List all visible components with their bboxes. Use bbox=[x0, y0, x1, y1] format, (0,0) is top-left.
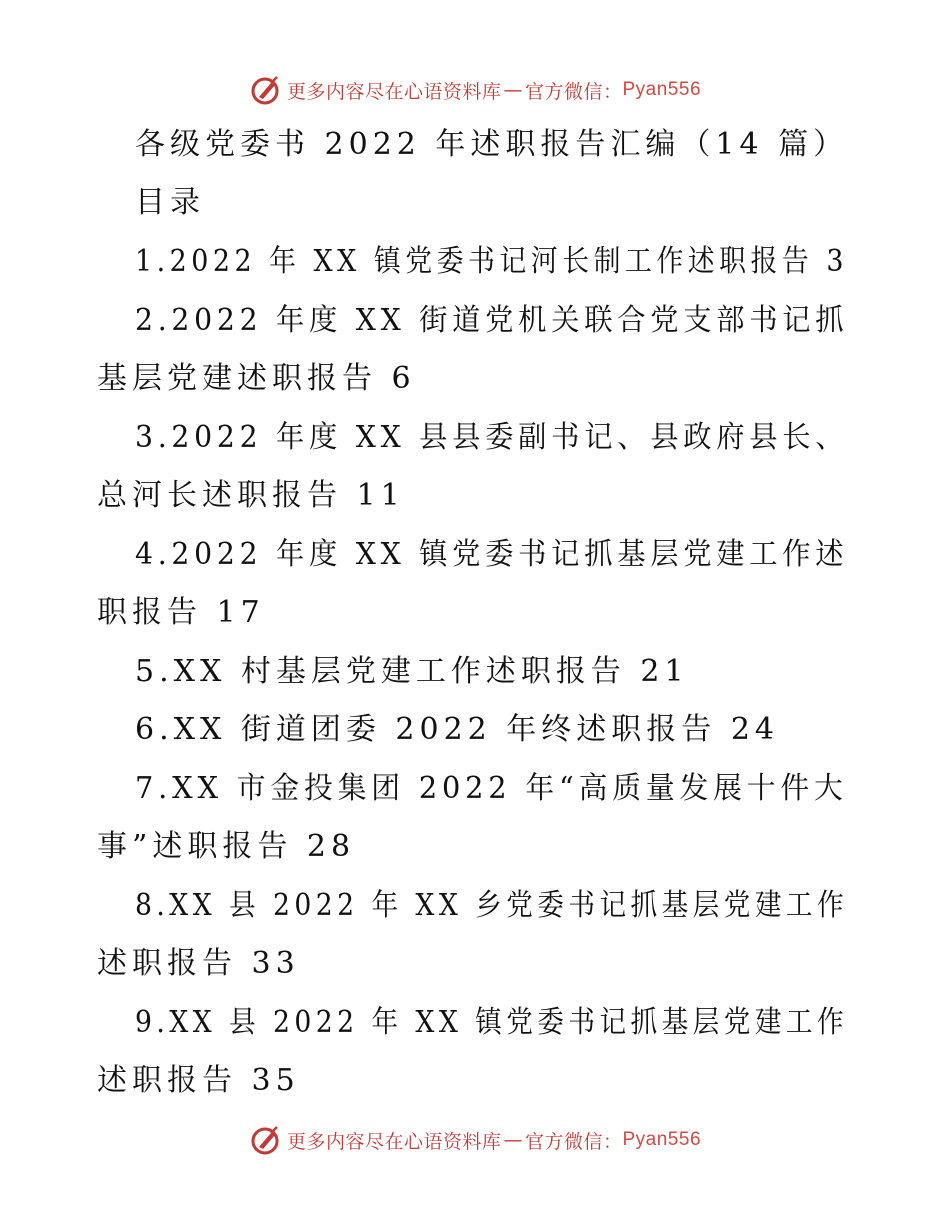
toc-entry: 6.XX 街道团委 2022 年终述职报告 24 bbox=[135, 712, 780, 747]
toc-entry: 8.XX 县 2022 年 XX 乡党委书记抓基层党建工作 bbox=[135, 888, 849, 923]
toc-entry-continued: 总河长述职报告 11 bbox=[97, 478, 405, 513]
toc-entry: 9.XX 县 2022 年 XX 镇党委书记抓基层党建工作 bbox=[135, 1005, 849, 1040]
pen-logo-icon bbox=[249, 1123, 283, 1157]
toc-entry-continued: 事”述职报告 28 bbox=[97, 829, 356, 864]
wechat-label: 官方微信： bbox=[524, 1130, 623, 1153]
wechat-id: Pyan556 bbox=[622, 1129, 702, 1150]
watermark-text: 更多内容尽在心语资料库 bbox=[286, 1130, 502, 1153]
pen-logo-icon bbox=[249, 73, 283, 107]
watermark-dash: — bbox=[503, 1129, 523, 1151]
toc-entry-continued: 述职报告 33 bbox=[97, 946, 300, 981]
toc-entry: 3.2022 年度 XX 县县委副书记、县政府县长、 bbox=[135, 420, 849, 455]
wechat-label: 官方微信： bbox=[524, 80, 623, 103]
watermark-banner-top bbox=[0, 70, 950, 110]
toc-entry-continued: 述职报告 35 bbox=[97, 1063, 300, 1098]
toc-entry: 2.2022 年度 XX 街道党机关联合党支部书记抓 bbox=[135, 303, 849, 338]
toc-entry-continued: 职报告 17 bbox=[97, 595, 265, 630]
watermark-banner-bottom bbox=[0, 1120, 950, 1160]
wechat-id: Pyan556 bbox=[622, 79, 702, 100]
document-title: 各级党委书 2022 年述职报告汇编（14 篇） bbox=[135, 127, 849, 162]
toc-heading: 目录 bbox=[135, 185, 205, 220]
toc-entry-continued: 基层党建述职报告 6 bbox=[97, 361, 416, 396]
toc-entry: 4.2022 年度 XX 镇党委书记抓基层党建工作述 bbox=[135, 537, 849, 572]
watermark-dash: — bbox=[503, 79, 523, 101]
toc-entry: 1.2022 年 XX 镇党委书记河长制工作述职报告 3 bbox=[135, 244, 848, 279]
toc-entry: 7.XX 市金投集团 2022 年“高质量发展十件大 bbox=[135, 771, 848, 806]
toc-entry: 5.XX 村基层党建工作述职报告 21 bbox=[135, 654, 689, 689]
watermark-text: 更多内容尽在心语资料库 bbox=[286, 80, 502, 103]
